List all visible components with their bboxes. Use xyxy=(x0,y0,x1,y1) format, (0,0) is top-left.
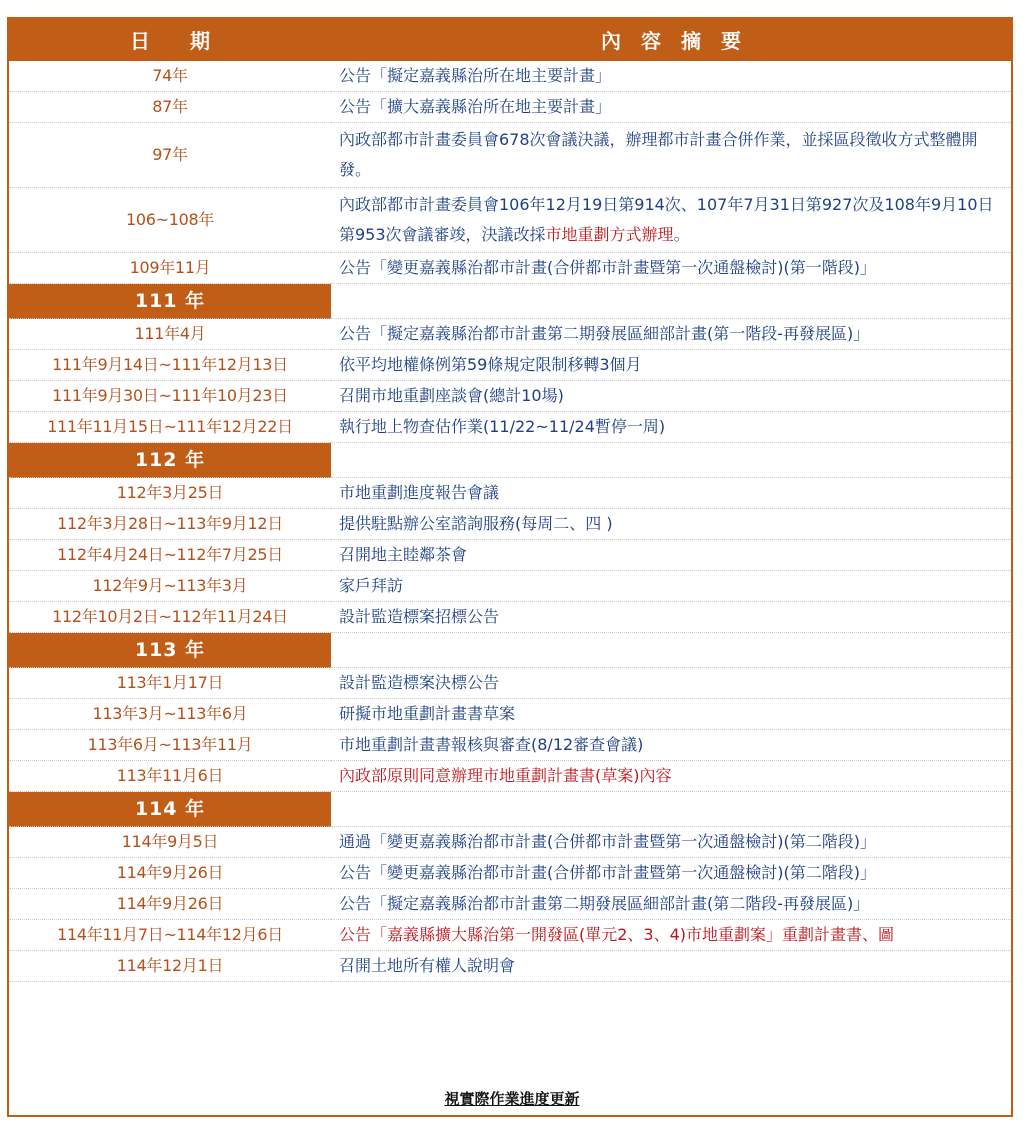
table-row xyxy=(9,478,1011,509)
row-date: 112年3月28日~113年9月12日 xyxy=(9,509,331,540)
row-date: 114年12月1日 xyxy=(9,951,331,982)
table-row xyxy=(9,889,1011,920)
row-date: 112年9月~113年3月 xyxy=(9,571,331,602)
row-summary: 提供駐點辦公室諮詢服務(每周二、四 ) xyxy=(331,509,1011,540)
row-date: 111年9月30日~111年10月23日 xyxy=(9,381,331,412)
content-column-header: 內 容 摘 要 xyxy=(331,17,1011,61)
table-row xyxy=(9,761,1011,792)
year-divider-113 xyxy=(9,633,1011,668)
row-date: 113年1月17日 xyxy=(9,668,331,699)
year-label: 111 年 xyxy=(9,284,331,319)
row-summary: 公告「變更嘉義縣治都市計畫(合併都市計畫暨第一次通盤檢討)(第二階段)」 xyxy=(331,858,1011,889)
year-label: 114 年 xyxy=(9,792,331,827)
row-date: 111年4月 xyxy=(9,319,331,350)
year-label: 112 年 xyxy=(9,443,331,478)
table-header-row xyxy=(9,17,1011,61)
row-summary xyxy=(331,188,1011,253)
row-summary: 公告「變更嘉義縣治都市計畫(合併都市計畫暨第一次通盤檢討)(第一階段)」 xyxy=(331,253,1011,284)
row-date: 112年4月24日~112年7月25日 xyxy=(9,540,331,571)
row-date: 97年 xyxy=(9,123,331,188)
year-label: 113 年 xyxy=(9,633,331,668)
row-summary: 內政部原則同意辦理市地重劃計畫書(草案)內容 xyxy=(331,761,1011,792)
table-row xyxy=(9,381,1011,412)
row-summary: 召開地主睦鄰茶會 xyxy=(331,540,1011,571)
row-summary: 通過「變更嘉義縣治都市計畫(合併都市計畫暨第一次通盤檢討)(第二階段)」 xyxy=(331,827,1011,858)
row-date: 87年 xyxy=(9,92,331,123)
row-date: 112年3月25日 xyxy=(9,478,331,509)
row-date: 109年11月 xyxy=(9,253,331,284)
progress-update-link[interactable]: 視實際作業進度更新 xyxy=(444,1090,580,1108)
row-date: 113年3月~113年6月 xyxy=(9,699,331,730)
row-summary: 召開土地所有權人說明會 xyxy=(331,951,1011,982)
row-date: 113年6月~113年11月 xyxy=(9,730,331,761)
table-row xyxy=(9,858,1011,889)
row-date: 106~108年 xyxy=(9,188,331,253)
table-row xyxy=(9,951,1011,982)
row-date: 74年 xyxy=(9,61,331,92)
row-summary: 市地重劃計畫書報核與審查(8/12審查會議) xyxy=(331,730,1011,761)
year-divider-114 xyxy=(9,792,1011,827)
table-row xyxy=(9,699,1011,730)
row-date: 114年9月26日 xyxy=(9,858,331,889)
table-row xyxy=(9,602,1011,633)
row-summary: 公告「擬定嘉義縣治都市計畫第二期發展區細部計畫(第一階段-再發展區)」 xyxy=(331,319,1011,350)
year-divider-111 xyxy=(9,284,1011,319)
row-summary: 公告「擴大嘉義縣治所在地主要計畫」 xyxy=(331,92,1011,123)
row-date: 114年9月5日 xyxy=(9,827,331,858)
row-summary: 召開市地重劃座談會(總計10場) xyxy=(331,381,1011,412)
footer-note xyxy=(0,1088,1024,1109)
table-row xyxy=(9,350,1011,381)
table-row xyxy=(9,668,1011,699)
row-summary: 執行地上物查估作業(11/22~11/24暫停一周) xyxy=(331,412,1011,443)
row-summary: 設計監造標案招標公告 xyxy=(331,602,1011,633)
row-date: 114年11月7日~114年12月6日 xyxy=(9,920,331,951)
table-row xyxy=(9,571,1011,602)
row-date: 113年11月6日 xyxy=(9,761,331,792)
row-summary: 研擬市地重劃計畫書草案 xyxy=(331,699,1011,730)
table-row xyxy=(9,827,1011,858)
row-summary: 家戶拜訪 xyxy=(331,571,1011,602)
summary-highlight: 市地重劃方式辦理 xyxy=(545,225,674,244)
summary-text: 內政部都市計畫委員會106年12月19日第914次、107年7月31日第927次及108年9月10日第953次會議審竣，決議改採 xyxy=(339,195,994,244)
table-row xyxy=(9,188,1011,253)
table-row xyxy=(9,61,1011,92)
row-summary: 公告「擬定嘉義縣治所在地主要計畫」 xyxy=(331,61,1011,92)
table-row xyxy=(9,730,1011,761)
table-row xyxy=(9,412,1011,443)
row-date: 111年9月14日~111年12月13日 xyxy=(9,350,331,381)
row-date: 111年11月15日~111年12月22日 xyxy=(9,412,331,443)
timeline-table xyxy=(9,17,1011,982)
row-summary: 公告「擬定嘉義縣治都市計畫第二期發展區細部計畫(第二階段-再發展區)」 xyxy=(331,889,1011,920)
table-row xyxy=(9,253,1011,284)
table-row xyxy=(9,123,1011,188)
table-row xyxy=(9,540,1011,571)
row-summary: 公告「嘉義縣擴大縣治第一開發區(單元2、3、4)市地重劃案」重劃計畫書、圖 xyxy=(331,920,1011,951)
row-summary: 依平均地權條例第59條規定限制移轉3個月 xyxy=(331,350,1011,381)
date-column-header: 日 期 xyxy=(9,17,331,61)
year-divider-112 xyxy=(9,443,1011,478)
row-summary: 內政部都市計畫委員會678次會議決議，辦理都市計畫合併作業，並採區段徵收方式整體開發。 xyxy=(331,123,1011,188)
row-summary: 設計監造標案決標公告 xyxy=(331,668,1011,699)
row-date: 114年9月26日 xyxy=(9,889,331,920)
summary-text-end: 。 xyxy=(673,225,690,244)
row-date: 112年10月2日~112年11月24日 xyxy=(9,602,331,633)
table-row xyxy=(9,920,1011,951)
table-row xyxy=(9,319,1011,350)
table-row xyxy=(9,92,1011,123)
table-row xyxy=(9,509,1011,540)
row-summary: 市地重劃進度報告會議 xyxy=(331,478,1011,509)
